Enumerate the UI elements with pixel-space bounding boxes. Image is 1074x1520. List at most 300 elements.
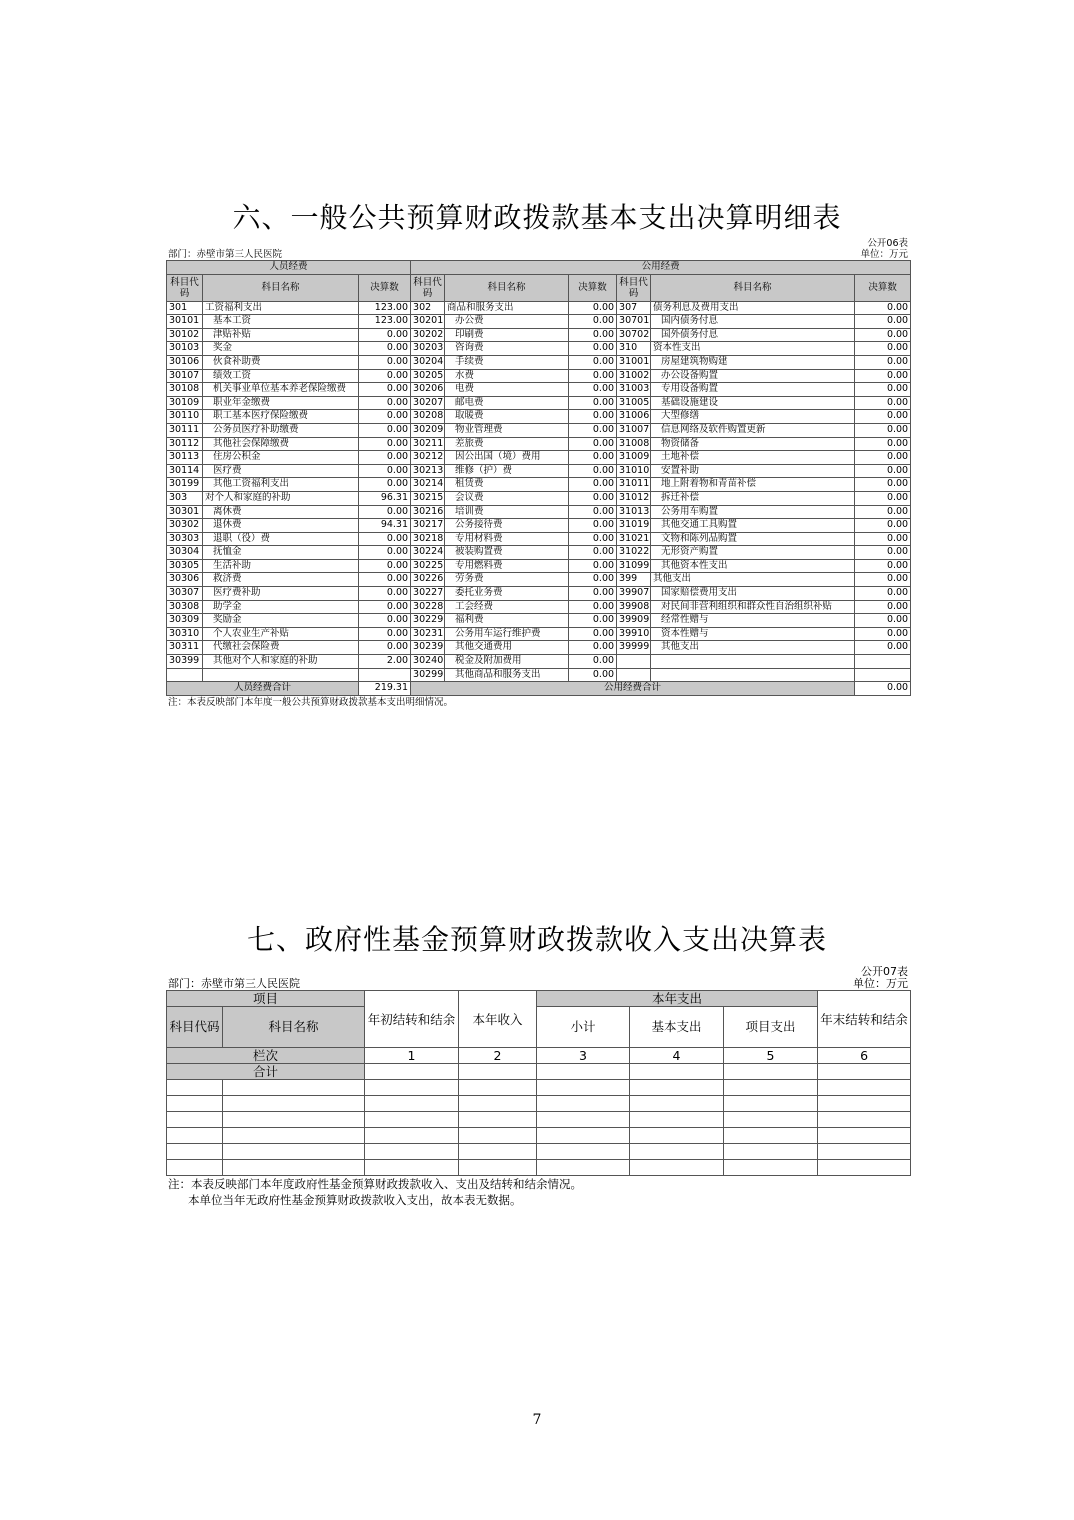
empty-cell xyxy=(537,1064,630,1080)
cell-amount: 0.00 xyxy=(855,423,911,437)
cell-code: 39910 xyxy=(617,627,651,641)
empty-cell xyxy=(818,1160,911,1176)
cell-code: 30212 xyxy=(411,451,445,465)
cell-name: 抚恤金 xyxy=(203,546,359,560)
empty-cell xyxy=(818,1128,911,1144)
table7-note1: 注：本表反映部门本年度政府性基金预算财政拨款收入、支出及结转和结余情况。 xyxy=(168,1177,582,1191)
cell-code: 310 xyxy=(617,342,651,356)
table6-meta-row xyxy=(166,249,910,260)
table-row xyxy=(167,1144,911,1160)
cell-amount: 123.00 xyxy=(359,301,411,315)
empty-cell xyxy=(365,1128,459,1144)
cell-code: 30207 xyxy=(411,396,445,410)
cell-name: 住房公积金 xyxy=(203,451,359,465)
cell-code: 30399 xyxy=(167,655,203,669)
cell-amount: 0.00 xyxy=(569,587,617,601)
cell-amount: 0.00 xyxy=(359,573,411,587)
cell-amount: 0.00 xyxy=(855,383,911,397)
total-row-label: 合计 xyxy=(167,1064,365,1080)
header-code: 科目代码 xyxy=(617,274,651,301)
cell-amount xyxy=(359,668,411,682)
table7-form-no: 公开07表 xyxy=(861,965,908,978)
cell-name: 退休费 xyxy=(203,519,359,533)
cell-name: 退职（役）费 xyxy=(203,532,359,546)
cell-amount: 0.00 xyxy=(855,600,911,614)
table6-body xyxy=(167,301,911,682)
empty-cell xyxy=(724,1160,818,1176)
cell-code: 30110 xyxy=(167,410,203,424)
empty-cell xyxy=(365,1160,459,1176)
cell-amount: 0.00 xyxy=(359,410,411,424)
cell-amount: 0.00 xyxy=(569,383,617,397)
cell-name: 代缴社会保险费 xyxy=(203,641,359,655)
cell-code: 30204 xyxy=(411,355,445,369)
cell-amount: 0.00 xyxy=(855,627,911,641)
table-row xyxy=(167,655,911,669)
empty-cell xyxy=(724,1128,818,1144)
table-row xyxy=(167,437,911,451)
empty-cell xyxy=(724,1096,818,1112)
empty-cell xyxy=(630,1112,724,1128)
empty-cell xyxy=(459,1160,537,1176)
cell-name xyxy=(651,655,855,669)
cell-code: 31003 xyxy=(617,383,651,397)
cell-code: 39908 xyxy=(617,600,651,614)
cell-name: 工资福利支出 xyxy=(203,301,359,315)
header-name: 科目名称 xyxy=(651,274,855,301)
cell-amount: 0.00 xyxy=(855,587,911,601)
cell-amount: 0.00 xyxy=(855,573,911,587)
cell-code: 31012 xyxy=(617,491,651,505)
cell-name: 国内债务付息 xyxy=(651,315,855,329)
cell-amount: 0.00 xyxy=(569,600,617,614)
empty-cell xyxy=(724,1144,818,1160)
cell-name: 因公出国（境）费用 xyxy=(445,451,569,465)
cell-amount: 0.00 xyxy=(855,342,911,356)
cell-code: 30304 xyxy=(167,546,203,560)
cell-name: 其他交通费用 xyxy=(445,641,569,655)
cell-code: 30114 xyxy=(167,464,203,478)
cell-amount: 0.00 xyxy=(569,478,617,492)
cell-name: 电费 xyxy=(445,383,569,397)
table7-grid xyxy=(166,990,911,1176)
cell-amount: 0.00 xyxy=(359,546,411,560)
cell-name: 经常性赠与 xyxy=(651,614,855,628)
cell-amount: 0.00 xyxy=(359,437,411,451)
cell-code: 30209 xyxy=(411,423,445,437)
cell-amount: 0.00 xyxy=(359,369,411,383)
cell-amount: 0.00 xyxy=(569,559,617,573)
empty-cell xyxy=(630,1064,724,1080)
col-num: 1 xyxy=(365,1048,459,1064)
cell-name: 基础设施建设 xyxy=(651,396,855,410)
cell-amount: 0.00 xyxy=(855,614,911,628)
cell-name xyxy=(651,668,855,682)
cell-code: 30702 xyxy=(617,328,651,342)
cell-code: 30107 xyxy=(167,369,203,383)
cell-code: 30203 xyxy=(411,342,445,356)
cell-code: 30239 xyxy=(411,641,445,655)
cell-amount: 0.00 xyxy=(855,559,911,573)
cell-name: 商品和服务支出 xyxy=(445,301,569,315)
table6-unit: 单位：万元 xyxy=(860,249,908,260)
cell-amount: 0.00 xyxy=(855,328,911,342)
empty-cell xyxy=(818,1144,911,1160)
cell-amount: 0.00 xyxy=(359,451,411,465)
cell-code: 30199 xyxy=(167,478,203,492)
cell-code: 30218 xyxy=(411,532,445,546)
empty-cell xyxy=(223,1112,365,1128)
cell-code: 30240 xyxy=(411,655,445,669)
table-row xyxy=(167,1096,911,1112)
empty-cell xyxy=(167,1128,223,1144)
cell-code: 30211 xyxy=(411,437,445,451)
cell-code: 30701 xyxy=(617,315,651,329)
empty-cell xyxy=(459,1112,537,1128)
col-num: 3 xyxy=(537,1048,630,1064)
cell-name: 大型修缮 xyxy=(651,410,855,424)
table-row xyxy=(167,328,911,342)
empty-cell xyxy=(167,1080,223,1096)
cell-name: 劳务费 xyxy=(445,573,569,587)
cell-amount: 0.00 xyxy=(569,423,617,437)
header-name: 科目名称 xyxy=(445,274,569,301)
cell-name: 手续费 xyxy=(445,355,569,369)
cell-code: 30305 xyxy=(167,559,203,573)
header-code: 科目代码 xyxy=(411,274,445,301)
table-row xyxy=(167,423,911,437)
cell-name: 生活补助 xyxy=(203,559,359,573)
cell-name: 伙食补助费 xyxy=(203,355,359,369)
cell-amount: 0.00 xyxy=(569,301,617,315)
cell-code: 30102 xyxy=(167,328,203,342)
cell-amount: 0.00 xyxy=(359,587,411,601)
cell-amount: 0.00 xyxy=(855,369,911,383)
cell-amount: 0.00 xyxy=(569,451,617,465)
cell-name: 其他对个人和家庭的补助 xyxy=(203,655,359,669)
cell-amount: 0.00 xyxy=(569,328,617,342)
cell-name: 培训费 xyxy=(445,505,569,519)
cell-name: 文物和陈列品购置 xyxy=(651,532,855,546)
header-amount: 决算数 xyxy=(359,274,411,301)
cell-code: 30217 xyxy=(411,519,445,533)
table-row xyxy=(167,1112,911,1128)
cell-code: 30231 xyxy=(411,627,445,641)
cell-amount: 0.00 xyxy=(569,437,617,451)
empty-cell xyxy=(167,1144,223,1160)
cell-amount: 0.00 xyxy=(569,355,617,369)
cell-name: 津贴补贴 xyxy=(203,328,359,342)
cell-name: 税金及附加费用 xyxy=(445,655,569,669)
table-row xyxy=(167,546,911,560)
table-row xyxy=(167,464,911,478)
cell-name: 职工基本医疗保险缴费 xyxy=(203,410,359,424)
cell-amount: 0.00 xyxy=(569,491,617,505)
empty-cell xyxy=(223,1096,365,1112)
cell-code xyxy=(167,668,203,682)
cell-name: 办公费 xyxy=(445,315,569,329)
table-row xyxy=(167,668,911,682)
cell-amount: 0.00 xyxy=(359,641,411,655)
empty-cell xyxy=(365,1112,459,1128)
cell-amount: 0.00 xyxy=(359,505,411,519)
cell-name: 助学金 xyxy=(203,600,359,614)
table6-title: 六、一般公共预算财政拨款基本支出决算明细表 xyxy=(232,201,842,234)
cell-amount: 0.00 xyxy=(359,614,411,628)
cell-name: 邮电费 xyxy=(445,396,569,410)
cell-amount: 0.00 xyxy=(855,519,911,533)
cell-name: 取暖费 xyxy=(445,410,569,424)
header-basic: 基本支出 xyxy=(630,1007,724,1048)
cell-name: 资本性赠与 xyxy=(651,627,855,641)
cell-amount: 0.00 xyxy=(359,464,411,478)
table-row xyxy=(167,573,911,587)
cell-code: 30101 xyxy=(167,315,203,329)
cell-amount: 0.00 xyxy=(855,396,911,410)
cell-amount: 0.00 xyxy=(359,627,411,641)
empty-cell xyxy=(724,1080,818,1096)
cell-amount: 0.00 xyxy=(359,396,411,410)
cell-code xyxy=(617,655,651,669)
empty-cell xyxy=(630,1096,724,1112)
cell-name: 公务用车运行维护费 xyxy=(445,627,569,641)
table7-sheet xyxy=(166,966,910,1208)
table-row xyxy=(167,355,911,369)
cell-name: 无形资产购置 xyxy=(651,546,855,560)
cell-amount: 96.31 xyxy=(359,491,411,505)
cell-amount: 0.00 xyxy=(359,383,411,397)
table6-note: 注：本表反映部门本年度一般公共预算财政拨款基本支出明细情况。 xyxy=(168,696,454,708)
cell-name: 专用设备购置 xyxy=(651,383,855,397)
header-project: 项目支出 xyxy=(724,1007,818,1048)
cell-amount: 0.00 xyxy=(855,505,911,519)
table-row xyxy=(167,600,911,614)
cell-name: 物资储备 xyxy=(651,437,855,451)
empty-cell xyxy=(459,1144,537,1160)
col-num: 2 xyxy=(459,1048,537,1064)
table-row xyxy=(167,410,911,424)
cell-amount: 0.00 xyxy=(855,437,911,451)
header-amount: 决算数 xyxy=(855,274,911,301)
table-row xyxy=(167,1080,911,1096)
header-name: 科目名称 xyxy=(203,274,359,301)
empty-cell xyxy=(537,1112,630,1128)
cell-amount: 0.00 xyxy=(569,668,617,682)
empty-cell xyxy=(724,1112,818,1128)
cell-amount: 0.00 xyxy=(569,315,617,329)
table-row xyxy=(167,1160,911,1176)
cell-code: 30299 xyxy=(411,668,445,682)
empty-cell xyxy=(459,1064,537,1080)
cell-code: 30205 xyxy=(411,369,445,383)
empty-cell xyxy=(630,1128,724,1144)
cell-amount: 0.00 xyxy=(569,410,617,424)
total-personnel-label: 人员经费合计 xyxy=(167,682,359,696)
table-row xyxy=(167,315,911,329)
cell-name: 机关事业单位基本养老保险缴费 xyxy=(203,383,359,397)
table-row xyxy=(167,627,911,641)
table6-grid xyxy=(166,260,911,696)
empty-cell xyxy=(818,1112,911,1128)
table-row xyxy=(167,614,911,628)
header-income: 本年收入 xyxy=(459,991,537,1048)
cell-code: 39909 xyxy=(617,614,651,628)
cell-code: 30111 xyxy=(167,423,203,437)
cell-code: 30103 xyxy=(167,342,203,356)
cell-name: 会议费 xyxy=(445,491,569,505)
cell-name: 国外债务付息 xyxy=(651,328,855,342)
table-row xyxy=(167,519,911,533)
cell-name: 基本工资 xyxy=(203,315,359,329)
header-col: 栏次 xyxy=(167,1048,365,1064)
cell-code: 30112 xyxy=(167,437,203,451)
cell-code: 30202 xyxy=(411,328,445,342)
cell-code: 30306 xyxy=(167,573,203,587)
cell-name: 土地补偿 xyxy=(651,451,855,465)
cell-code: 30307 xyxy=(167,587,203,601)
cell-amount: 0.00 xyxy=(855,641,911,655)
cell-name: 离休费 xyxy=(203,505,359,519)
cell-amount: 0.00 xyxy=(855,491,911,505)
cell-amount xyxy=(855,655,911,669)
cell-name: 其他商品和服务支出 xyxy=(445,668,569,682)
cell-name: 办公设备购置 xyxy=(651,369,855,383)
cell-amount: 0.00 xyxy=(569,369,617,383)
cell-code: 30224 xyxy=(411,546,445,560)
cell-code: 30226 xyxy=(411,573,445,587)
cell-name: 职业年金缴费 xyxy=(203,396,359,410)
table6-sheet xyxy=(166,238,910,709)
cell-amount: 0.00 xyxy=(855,315,911,329)
table-row xyxy=(167,369,911,383)
empty-cell xyxy=(459,1096,537,1112)
empty-cell xyxy=(459,1080,537,1096)
cell-name: 其他支出 xyxy=(651,641,855,655)
total-public-label: 公用经费合计 xyxy=(411,682,855,696)
cell-name: 资本性支出 xyxy=(651,342,855,356)
cell-code: 30308 xyxy=(167,600,203,614)
cell-name: 公务员医疗补助缴费 xyxy=(203,423,359,437)
empty-cell xyxy=(459,1128,537,1144)
cell-code: 31006 xyxy=(617,410,651,424)
cell-name: 公务用车购置 xyxy=(651,505,855,519)
cell-amount: 0.00 xyxy=(569,641,617,655)
cell-code: 31002 xyxy=(617,369,651,383)
header-name: 科目名称 xyxy=(223,1007,365,1048)
empty-cell xyxy=(630,1080,724,1096)
empty-cell xyxy=(630,1160,724,1176)
cell-code: 30227 xyxy=(411,587,445,601)
empty-cell xyxy=(818,1096,911,1112)
table-row xyxy=(167,383,911,397)
cell-code: 307 xyxy=(617,301,651,315)
table7-title: 七、政府性基金预算财政拨款收入支出决算表 xyxy=(246,923,827,956)
cell-amount: 0.00 xyxy=(359,328,411,342)
col-num: 5 xyxy=(724,1048,818,1064)
cell-code: 30302 xyxy=(167,519,203,533)
table-row xyxy=(167,559,911,573)
cell-amount: 0.00 xyxy=(855,451,911,465)
empty-cell xyxy=(818,1080,911,1096)
cell-amount: 0.00 xyxy=(569,519,617,533)
cell-name: 其他工资福利支出 xyxy=(203,478,359,492)
cell-name: 专用燃料费 xyxy=(445,559,569,573)
cell-amount: 0.00 xyxy=(359,478,411,492)
total-personnel-value: 219.31 xyxy=(359,682,411,696)
group-personnel: 人员经费 xyxy=(167,261,411,275)
table-row xyxy=(167,505,911,519)
cell-name xyxy=(203,668,359,682)
table-row xyxy=(167,641,911,655)
col-num: 4 xyxy=(630,1048,724,1064)
cell-name: 印刷费 xyxy=(445,328,569,342)
cell-amount: 0.00 xyxy=(569,342,617,356)
cell-code: 30214 xyxy=(411,478,445,492)
cell-name: 绩效工资 xyxy=(203,369,359,383)
cell-code: 30113 xyxy=(167,451,203,465)
cell-name: 被装购置费 xyxy=(445,546,569,560)
table-row xyxy=(167,587,911,601)
cell-name: 安置补助 xyxy=(651,464,855,478)
table7-empty-rows xyxy=(167,1080,911,1176)
cell-code: 30216 xyxy=(411,505,445,519)
cell-code: 301 xyxy=(167,301,203,315)
table-row xyxy=(167,301,911,315)
cell-code: 31011 xyxy=(617,478,651,492)
table-row xyxy=(167,342,911,356)
cell-code xyxy=(617,668,651,682)
page-number: 7 xyxy=(532,1412,542,1428)
empty-cell xyxy=(365,1064,459,1080)
cell-amount: 0.00 xyxy=(569,532,617,546)
cell-amount: 0.00 xyxy=(855,546,911,560)
cell-code: 30311 xyxy=(167,641,203,655)
cell-code: 31021 xyxy=(617,532,651,546)
cell-amount: 2.00 xyxy=(359,655,411,669)
cell-amount: 0.00 xyxy=(359,532,411,546)
cell-code: 30109 xyxy=(167,396,203,410)
header-end: 年末结转和结余 xyxy=(818,991,911,1048)
table-row xyxy=(167,451,911,465)
cell-name: 医疗费补助 xyxy=(203,587,359,601)
table7-dept: 部门：赤壁市第三人民医院 xyxy=(168,977,300,990)
cell-code: 30303 xyxy=(167,532,203,546)
cell-code: 30215 xyxy=(411,491,445,505)
cell-name: 其他资本性支出 xyxy=(651,559,855,573)
cell-code: 31099 xyxy=(617,559,651,573)
cell-amount: 0.00 xyxy=(359,600,411,614)
cell-name: 救济费 xyxy=(203,573,359,587)
cell-amount: 0.00 xyxy=(569,505,617,519)
cell-name: 专用材料费 xyxy=(445,532,569,546)
cell-code: 30228 xyxy=(411,600,445,614)
empty-cell xyxy=(365,1096,459,1112)
cell-name: 奖金 xyxy=(203,342,359,356)
cell-code: 31010 xyxy=(617,464,651,478)
cell-name: 对民间非营利组织和群众性自治组织补贴 xyxy=(651,600,855,614)
empty-cell xyxy=(167,1112,223,1128)
cell-name: 物业管理费 xyxy=(445,423,569,437)
cell-name: 工会经费 xyxy=(445,600,569,614)
empty-cell xyxy=(167,1096,223,1112)
empty-cell xyxy=(223,1144,365,1160)
table-row xyxy=(167,396,911,410)
empty-cell xyxy=(537,1080,630,1096)
table7-meta-row xyxy=(166,978,910,990)
cell-amount: 0.00 xyxy=(569,655,617,669)
cell-amount: 0.00 xyxy=(359,423,411,437)
cell-name: 房屋建筑物购建 xyxy=(651,355,855,369)
